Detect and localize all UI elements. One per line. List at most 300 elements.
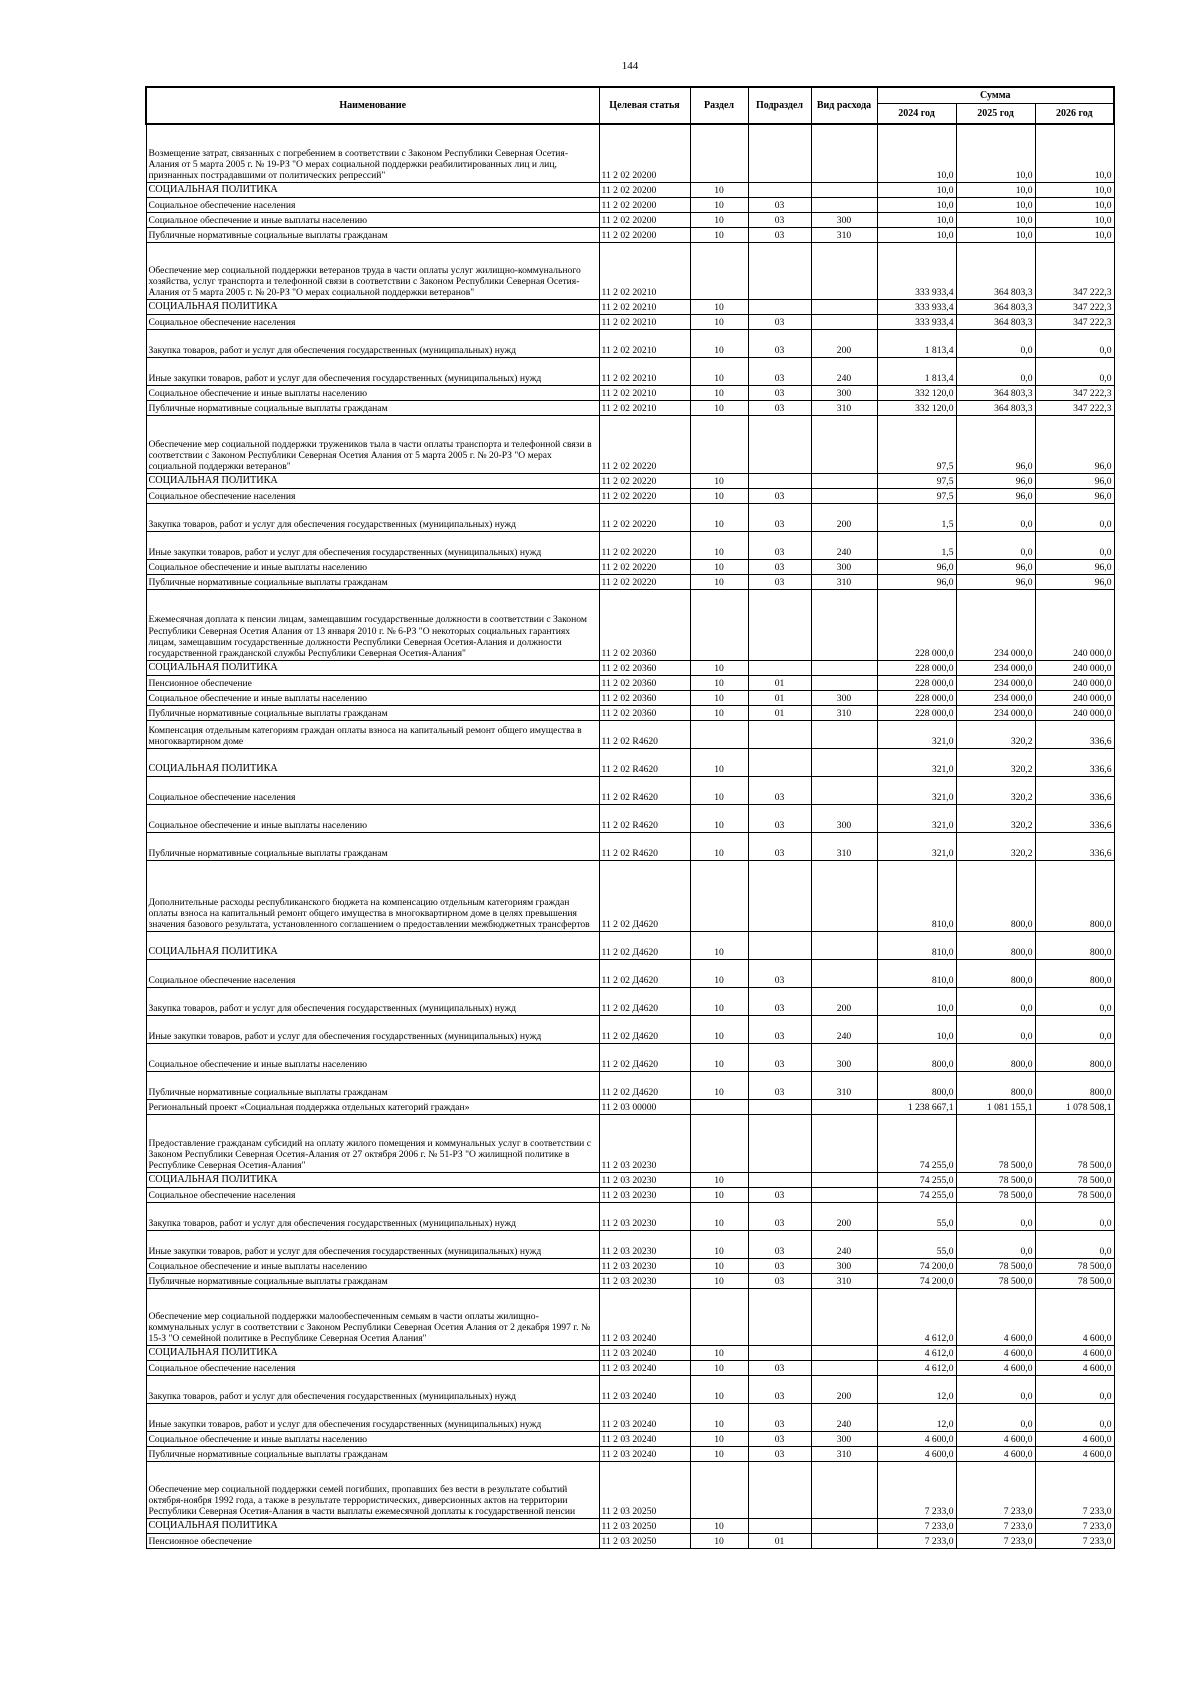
- cell-2024: 321,0: [877, 720, 956, 748]
- cell-2025: 320,2: [956, 748, 1035, 776]
- cell-kind: [811, 860, 877, 931]
- cell-target: 11 2 02 Д4620: [599, 1043, 690, 1071]
- cell-subsection: [748, 1461, 811, 1518]
- cell-2024: 12,0: [877, 1375, 956, 1403]
- cell-2024: 810,0: [877, 860, 956, 931]
- cell-2024: 74 255,0: [877, 1172, 956, 1187]
- cell-2025: 800,0: [956, 1043, 1035, 1071]
- cell-target: 11 2 02 20360: [599, 660, 690, 675]
- cell-name: СОЦИАЛЬНАЯ ПОЛИТИКА: [146, 748, 599, 776]
- cell-section: [690, 242, 748, 299]
- cell-2024: 97,5: [877, 473, 956, 488]
- cell-2024: 4 600,0: [877, 1446, 956, 1461]
- cell-2025: 364 803,3: [956, 314, 1035, 329]
- cell-kind: 300: [811, 690, 877, 705]
- cell-2025: 0,0: [956, 503, 1035, 531]
- cell-target: 11 2 02 20210: [599, 400, 690, 415]
- cell-2026: 78 500,0: [1035, 1273, 1114, 1288]
- table-row: [146, 832, 1114, 860]
- header-2024: 2024 год: [877, 104, 956, 125]
- cell-kind: [811, 314, 877, 329]
- cell-kind: [811, 1360, 877, 1375]
- cell-2025: 234 000,0: [956, 660, 1035, 675]
- cell-kind: [811, 660, 877, 675]
- cell-2025: 10,0: [956, 124, 1035, 182]
- cell-2025: 800,0: [956, 959, 1035, 987]
- cell-subsection: [748, 473, 811, 488]
- cell-section: 10: [690, 1015, 748, 1043]
- cell-2025: 364 803,3: [956, 385, 1035, 400]
- table-row: [146, 124, 1114, 182]
- table-row: [146, 1461, 1114, 1518]
- cell-2026: 7 233,0: [1035, 1518, 1114, 1533]
- cell-subsection: [748, 1288, 811, 1345]
- cell-subsection: 03: [748, 1375, 811, 1403]
- cell-target: 11 2 03 20250: [599, 1518, 690, 1533]
- cell-2024: 1 238 667,1: [877, 1099, 956, 1114]
- cell-2024: 4 600,0: [877, 1431, 956, 1446]
- cell-2026: 4 600,0: [1035, 1431, 1114, 1446]
- table-row: [146, 748, 1114, 776]
- cell-kind: 240: [811, 357, 877, 385]
- cell-name: Ежемесячная доплата к пенсии лицам, замещавшим государственные должности в соответствии с Законом Республики Северная Осетия Алания от 13 января 2010 г. № 6-РЗ "О некоторых социальных гарантиях лицам, замещавшим государственные должности Республики Северная Осетия-Алания и должности государственной гражданской службы Республики Северная Осетия-Алания": [146, 589, 599, 660]
- table-row: [146, 1114, 1114, 1172]
- cell-target: 11 2 03 20230: [599, 1202, 690, 1230]
- cell-target: 11 2 02 20210: [599, 329, 690, 357]
- cell-kind: [811, 1099, 877, 1114]
- cell-name: СОЦИАЛЬНАЯ ПОЛИТИКА: [146, 1518, 599, 1533]
- cell-2025: 320,2: [956, 804, 1035, 832]
- cell-section: [690, 124, 748, 182]
- cell-2025: 320,2: [956, 832, 1035, 860]
- cell-subsection: 03: [748, 385, 811, 400]
- cell-target: 11 2 03 20250: [599, 1533, 690, 1548]
- cell-name: Иные закупки товаров, работ и услуг для обеспечения государственных (муниципальных) нужд: [146, 531, 599, 559]
- cell-2025: 10,0: [956, 182, 1035, 197]
- cell-section: 10: [690, 385, 748, 400]
- cell-subsection: [748, 182, 811, 197]
- cell-subsection: 03: [748, 804, 811, 832]
- cell-section: [690, 720, 748, 748]
- cell-target: 11 2 02 20220: [599, 503, 690, 531]
- cell-name: Социальное обеспечение и иные выплаты населению: [146, 1258, 599, 1273]
- cell-section: 10: [690, 1202, 748, 1230]
- cell-2024: 55,0: [877, 1202, 956, 1230]
- cell-target: 11 2 02 R4620: [599, 804, 690, 832]
- cell-section: 10: [690, 675, 748, 690]
- cell-2024: 74 255,0: [877, 1114, 956, 1172]
- cell-target: 11 2 02 R4620: [599, 720, 690, 748]
- cell-2024: 4 612,0: [877, 1360, 956, 1375]
- table-row: [146, 1288, 1114, 1345]
- cell-kind: 310: [811, 1446, 877, 1461]
- header-2026: 2026 год: [1035, 104, 1114, 125]
- cell-section: 10: [690, 1273, 748, 1288]
- cell-subsection: 03: [748, 574, 811, 589]
- cell-subsection: 03: [748, 1446, 811, 1461]
- cell-2024: 228 000,0: [877, 705, 956, 720]
- cell-target: 11 2 03 00000: [599, 1099, 690, 1114]
- cell-subsection: 03: [748, 1043, 811, 1071]
- cell-section: 10: [690, 473, 748, 488]
- cell-subsection: [748, 748, 811, 776]
- cell-2025: 4 600,0: [956, 1431, 1035, 1446]
- table-row: [146, 1258, 1114, 1273]
- cell-2025: 4 600,0: [956, 1345, 1035, 1360]
- cell-target: 11 2 03 20230: [599, 1230, 690, 1258]
- cell-name: СОЦИАЛЬНАЯ ПОЛИТИКА: [146, 182, 599, 197]
- cell-name: Социальное обеспечение и иные выплаты населению: [146, 559, 599, 574]
- cell-section: 10: [690, 1518, 748, 1533]
- cell-section: [690, 1288, 748, 1345]
- cell-section: 10: [690, 1230, 748, 1258]
- cell-2025: 234 000,0: [956, 675, 1035, 690]
- cell-subsection: 03: [748, 987, 811, 1015]
- cell-2026: 347 222,3: [1035, 242, 1114, 299]
- cell-2024: 97,5: [877, 488, 956, 503]
- cell-section: 10: [690, 776, 748, 804]
- cell-name: Публичные нормативные социальные выплаты гражданам: [146, 574, 599, 589]
- cell-name: Обеспечение мер социальной поддержки тружеников тыла в части оплаты транспорта и телефонной связи в соответствии с Законом Республики Северная Осетия Алания от 5 марта 2005 г. № 20-РЗ "О мерах социальной поддержки ветеранов": [146, 415, 599, 473]
- cell-kind: 240: [811, 531, 877, 559]
- cell-name: Публичные нормативные социальные выплаты гражданам: [146, 1446, 599, 1461]
- page-number: 144: [621, 60, 639, 72]
- cell-kind: 310: [811, 227, 877, 242]
- cell-target: 11 2 03 20240: [599, 1431, 690, 1446]
- cell-name: Социальное обеспечение населения: [146, 959, 599, 987]
- cell-2024: 228 000,0: [877, 589, 956, 660]
- cell-name: Социальное обеспечение и иные выплаты населению: [146, 1431, 599, 1446]
- cell-target: 11 2 02 R4620: [599, 776, 690, 804]
- cell-subsection: 03: [748, 1187, 811, 1202]
- table-row: [146, 720, 1114, 748]
- cell-kind: 200: [811, 987, 877, 1015]
- cell-2026: 800,0: [1035, 1071, 1114, 1099]
- header-kind: Вид расхода: [811, 87, 877, 124]
- cell-name: Иные закупки товаров, работ и услуг для обеспечения государственных (муниципальных) нужд: [146, 1230, 599, 1258]
- cell-2026: 800,0: [1035, 860, 1114, 931]
- cell-subsection: [748, 660, 811, 675]
- table-row: [146, 182, 1114, 197]
- cell-name: Социальное обеспечение и иные выплаты населению: [146, 1043, 599, 1071]
- cell-2026: 78 500,0: [1035, 1258, 1114, 1273]
- cell-kind: 300: [811, 804, 877, 832]
- table-row: [146, 1273, 1114, 1288]
- cell-kind: 240: [811, 1230, 877, 1258]
- table-row: [146, 1099, 1114, 1114]
- cell-section: 10: [690, 1533, 748, 1548]
- cell-2025: 0,0: [956, 329, 1035, 357]
- table-row: [146, 299, 1114, 314]
- cell-2025: 96,0: [956, 488, 1035, 503]
- cell-2026: 336,6: [1035, 748, 1114, 776]
- cell-name: СОЦИАЛЬНАЯ ПОЛИТИКА: [146, 1172, 599, 1187]
- cell-2024: 74 255,0: [877, 1187, 956, 1202]
- cell-2024: 55,0: [877, 1230, 956, 1258]
- cell-kind: [811, 415, 877, 473]
- cell-name: СОЦИАЛЬНАЯ ПОЛИТИКА: [146, 473, 599, 488]
- header-sum: Сумма: [877, 87, 1114, 104]
- cell-2025: 0,0: [956, 357, 1035, 385]
- cell-target: 11 2 02 Д4620: [599, 931, 690, 959]
- table-row: [146, 473, 1114, 488]
- cell-2026: 96,0: [1035, 574, 1114, 589]
- cell-2026: 10,0: [1035, 182, 1114, 197]
- cell-kind: 300: [811, 385, 877, 400]
- cell-2026: 0,0: [1035, 1375, 1114, 1403]
- cell-2025: 78 500,0: [956, 1273, 1035, 1288]
- cell-target: 11 2 02 20360: [599, 690, 690, 705]
- table-row: [146, 987, 1114, 1015]
- cell-2026: 96,0: [1035, 488, 1114, 503]
- cell-section: 10: [690, 299, 748, 314]
- cell-kind: [811, 1288, 877, 1345]
- cell-kind: 300: [811, 212, 877, 227]
- cell-2025: 4 600,0: [956, 1360, 1035, 1375]
- cell-subsection: 01: [748, 705, 811, 720]
- cell-name: Публичные нормативные социальные выплаты гражданам: [146, 1273, 599, 1288]
- cell-2026: 78 500,0: [1035, 1172, 1114, 1187]
- table-row: [146, 1187, 1114, 1202]
- cell-subsection: [748, 415, 811, 473]
- cell-subsection: 03: [748, 1403, 811, 1431]
- table-row: [146, 1431, 1114, 1446]
- cell-section: [690, 415, 748, 473]
- cell-kind: [811, 242, 877, 299]
- cell-target: 11 2 02 Д4620: [599, 860, 690, 931]
- table-row: [146, 675, 1114, 690]
- cell-2026: 0,0: [1035, 1403, 1114, 1431]
- cell-target: 11 2 03 20230: [599, 1114, 690, 1172]
- cell-section: 10: [690, 1043, 748, 1071]
- cell-kind: [811, 931, 877, 959]
- cell-2026: 4 600,0: [1035, 1288, 1114, 1345]
- cell-name: Компенсация отдельным категориям граждан оплаты взноса на капитальный ремонт общего имущества в многоквартирном доме: [146, 720, 599, 748]
- cell-target: 11 2 02 20210: [599, 357, 690, 385]
- cell-target: 11 2 02 20210: [599, 314, 690, 329]
- cell-section: 10: [690, 748, 748, 776]
- cell-target: 11 2 03 20240: [599, 1288, 690, 1345]
- cell-2025: 10,0: [956, 197, 1035, 212]
- cell-target: 11 2 02 20220: [599, 415, 690, 473]
- cell-section: 10: [690, 1258, 748, 1273]
- table-row: [146, 559, 1114, 574]
- cell-2024: 228 000,0: [877, 690, 956, 705]
- cell-2025: 364 803,3: [956, 242, 1035, 299]
- cell-2026: 0,0: [1035, 1202, 1114, 1230]
- cell-target: 11 2 03 20240: [599, 1446, 690, 1461]
- cell-2024: 800,0: [877, 1071, 956, 1099]
- cell-target: 11 2 03 20230: [599, 1258, 690, 1273]
- cell-name: Публичные нормативные социальные выплаты гражданам: [146, 832, 599, 860]
- table-row: [146, 503, 1114, 531]
- cell-2026: 0,0: [1035, 531, 1114, 559]
- cell-section: 10: [690, 329, 748, 357]
- table-row: [146, 959, 1114, 987]
- table-row: [146, 1043, 1114, 1071]
- cell-2025: 96,0: [956, 559, 1035, 574]
- table-body: [146, 124, 1114, 1548]
- table-row: [146, 705, 1114, 720]
- cell-section: 10: [690, 1187, 748, 1202]
- cell-2026: 96,0: [1035, 559, 1114, 574]
- cell-2024: 74 200,0: [877, 1273, 956, 1288]
- cell-2025: 78 500,0: [956, 1114, 1035, 1172]
- cell-2024: 228 000,0: [877, 675, 956, 690]
- table-row: [146, 1533, 1114, 1548]
- cell-target: 11 2 02 20220: [599, 473, 690, 488]
- cell-kind: 310: [811, 1071, 877, 1099]
- table-row: [146, 574, 1114, 589]
- cell-section: 10: [690, 531, 748, 559]
- cell-target: 11 2 03 20240: [599, 1403, 690, 1431]
- cell-subsection: [748, 1345, 811, 1360]
- cell-name: Региональный проект «Социальная поддержка отдельных категорий граждан»: [146, 1099, 599, 1114]
- cell-2026: 347 222,3: [1035, 299, 1114, 314]
- cell-target: 11 2 03 20230: [599, 1273, 690, 1288]
- cell-target: 11 2 03 20240: [599, 1360, 690, 1375]
- cell-target: 11 2 02 20220: [599, 531, 690, 559]
- table-row: [146, 531, 1114, 559]
- cell-subsection: 03: [748, 1230, 811, 1258]
- table-row: [146, 1172, 1114, 1187]
- cell-2024: 4 612,0: [877, 1345, 956, 1360]
- cell-target: 11 2 02 20210: [599, 242, 690, 299]
- cell-kind: [811, 473, 877, 488]
- cell-2026: 4 600,0: [1035, 1345, 1114, 1360]
- cell-kind: [811, 1114, 877, 1172]
- cell-2024: 332 120,0: [877, 400, 956, 415]
- cell-2026: 78 500,0: [1035, 1187, 1114, 1202]
- header-section: Раздел: [690, 87, 748, 124]
- table-row: [146, 1446, 1114, 1461]
- cell-2025: 364 803,3: [956, 299, 1035, 314]
- cell-name: Иные закупки товаров, работ и услуг для обеспечения государственных (муниципальных) нужд: [146, 357, 599, 385]
- table-row: [146, 589, 1114, 660]
- cell-2026: 4 600,0: [1035, 1360, 1114, 1375]
- cell-2026: 240 000,0: [1035, 690, 1114, 705]
- table-row: [146, 400, 1114, 415]
- cell-name: Социальное обеспечение и иные выплаты населению: [146, 212, 599, 227]
- cell-kind: [811, 1461, 877, 1518]
- cell-target: 11 2 03 20240: [599, 1345, 690, 1360]
- cell-subsection: 03: [748, 1360, 811, 1375]
- cell-subsection: 03: [748, 329, 811, 357]
- cell-section: 10: [690, 1360, 748, 1375]
- cell-subsection: 03: [748, 357, 811, 385]
- cell-2026: 1 078 508,1: [1035, 1099, 1114, 1114]
- cell-2024: 321,0: [877, 748, 956, 776]
- cell-kind: 300: [811, 1431, 877, 1446]
- cell-2025: 96,0: [956, 574, 1035, 589]
- cell-2024: 810,0: [877, 959, 956, 987]
- cell-subsection: [748, 1172, 811, 1187]
- cell-2024: 10,0: [877, 227, 956, 242]
- cell-target: 11 2 02 20200: [599, 227, 690, 242]
- cell-kind: 300: [811, 559, 877, 574]
- cell-target: 11 2 02 Д4620: [599, 959, 690, 987]
- cell-target: 11 2 02 20220: [599, 488, 690, 503]
- cell-name: СОЦИАЛЬНАЯ ПОЛИТИКА: [146, 299, 599, 314]
- cell-kind: [811, 197, 877, 212]
- cell-2026: 0,0: [1035, 1015, 1114, 1043]
- cell-kind: [811, 488, 877, 503]
- cell-subsection: [748, 1518, 811, 1533]
- cell-name: Социальное обеспечение населения: [146, 488, 599, 503]
- cell-section: 10: [690, 832, 748, 860]
- cell-name: Закупка товаров, работ и услуг для обеспечения государственных (муниципальных) нужд: [146, 1202, 599, 1230]
- cell-section: 10: [690, 314, 748, 329]
- cell-kind: [811, 959, 877, 987]
- cell-target: 11 2 02 R4620: [599, 748, 690, 776]
- cell-2025: 234 000,0: [956, 705, 1035, 720]
- cell-section: 10: [690, 959, 748, 987]
- cell-section: 10: [690, 1172, 748, 1187]
- cell-2025: 320,2: [956, 776, 1035, 804]
- cell-subsection: [748, 242, 811, 299]
- table-row: [146, 357, 1114, 385]
- cell-2025: 234 000,0: [956, 589, 1035, 660]
- cell-name: Обеспечение мер социальной поддержки ветеранов труда в части оплаты услуг жилищно-коммунального хозяйства, услуг транспорта и телефонной связи в соответствии с Законом Республики Северная Осетия-Алания от 5 марта 2005 г. № 20-РЗ "О мерах социальной поддержки ветеранов": [146, 242, 599, 299]
- cell-2026: 10,0: [1035, 124, 1114, 182]
- cell-section: 10: [690, 931, 748, 959]
- cell-target: 11 2 02 20220: [599, 559, 690, 574]
- cell-2026: 336,6: [1035, 832, 1114, 860]
- cell-target: 11 2 02 20210: [599, 385, 690, 400]
- cell-2025: 0,0: [956, 531, 1035, 559]
- cell-subsection: 03: [748, 832, 811, 860]
- cell-subsection: [748, 931, 811, 959]
- header-2025: 2025 год: [956, 104, 1035, 125]
- cell-name: Публичные нормативные социальные выплаты гражданам: [146, 227, 599, 242]
- cell-2024: 1,5: [877, 503, 956, 531]
- cell-kind: 200: [811, 1375, 877, 1403]
- cell-section: [690, 1099, 748, 1114]
- cell-section: 10: [690, 660, 748, 675]
- cell-section: 10: [690, 1071, 748, 1099]
- cell-subsection: 03: [748, 1071, 811, 1099]
- cell-2026: 336,6: [1035, 804, 1114, 832]
- cell-subsection: 03: [748, 1015, 811, 1043]
- cell-2024: 12,0: [877, 1403, 956, 1431]
- cell-subsection: [748, 299, 811, 314]
- cell-2025: 800,0: [956, 860, 1035, 931]
- cell-kind: [811, 1187, 877, 1202]
- cell-2026: 96,0: [1035, 415, 1114, 473]
- cell-name: Обеспечение мер социальной поддержки малообеспеченным семьям в части оплаты жилищно-коммунальных услуг в соответствии с Законом Республики Северная Осетия Алания от 2 декабря 1997 г. № 15-З "О семейной политике в Республике Северная Осетия Алания": [146, 1288, 599, 1345]
- cell-target: 11 2 02 20200: [599, 197, 690, 212]
- cell-name: Социальное обеспечение населения: [146, 1360, 599, 1375]
- cell-name: СОЦИАЛЬНАЯ ПОЛИТИКА: [146, 931, 599, 959]
- cell-2026: 4 600,0: [1035, 1446, 1114, 1461]
- cell-2025: 364 803,3: [956, 400, 1035, 415]
- cell-2024: 1 813,4: [877, 329, 956, 357]
- cell-2024: 4 612,0: [877, 1288, 956, 1345]
- header-target: Целевая статья: [599, 87, 690, 124]
- cell-2026: 0,0: [1035, 357, 1114, 385]
- cell-2024: 96,0: [877, 574, 956, 589]
- cell-2026: 0,0: [1035, 1230, 1114, 1258]
- cell-2025: 10,0: [956, 227, 1035, 242]
- table-row: [146, 314, 1114, 329]
- cell-kind: [811, 589, 877, 660]
- cell-2026: 0,0: [1035, 503, 1114, 531]
- cell-target: 11 2 02 Д4620: [599, 1071, 690, 1099]
- cell-2024: 1,5: [877, 531, 956, 559]
- cell-subsection: [748, 124, 811, 182]
- cell-subsection: 03: [748, 1431, 811, 1446]
- cell-section: [690, 1461, 748, 1518]
